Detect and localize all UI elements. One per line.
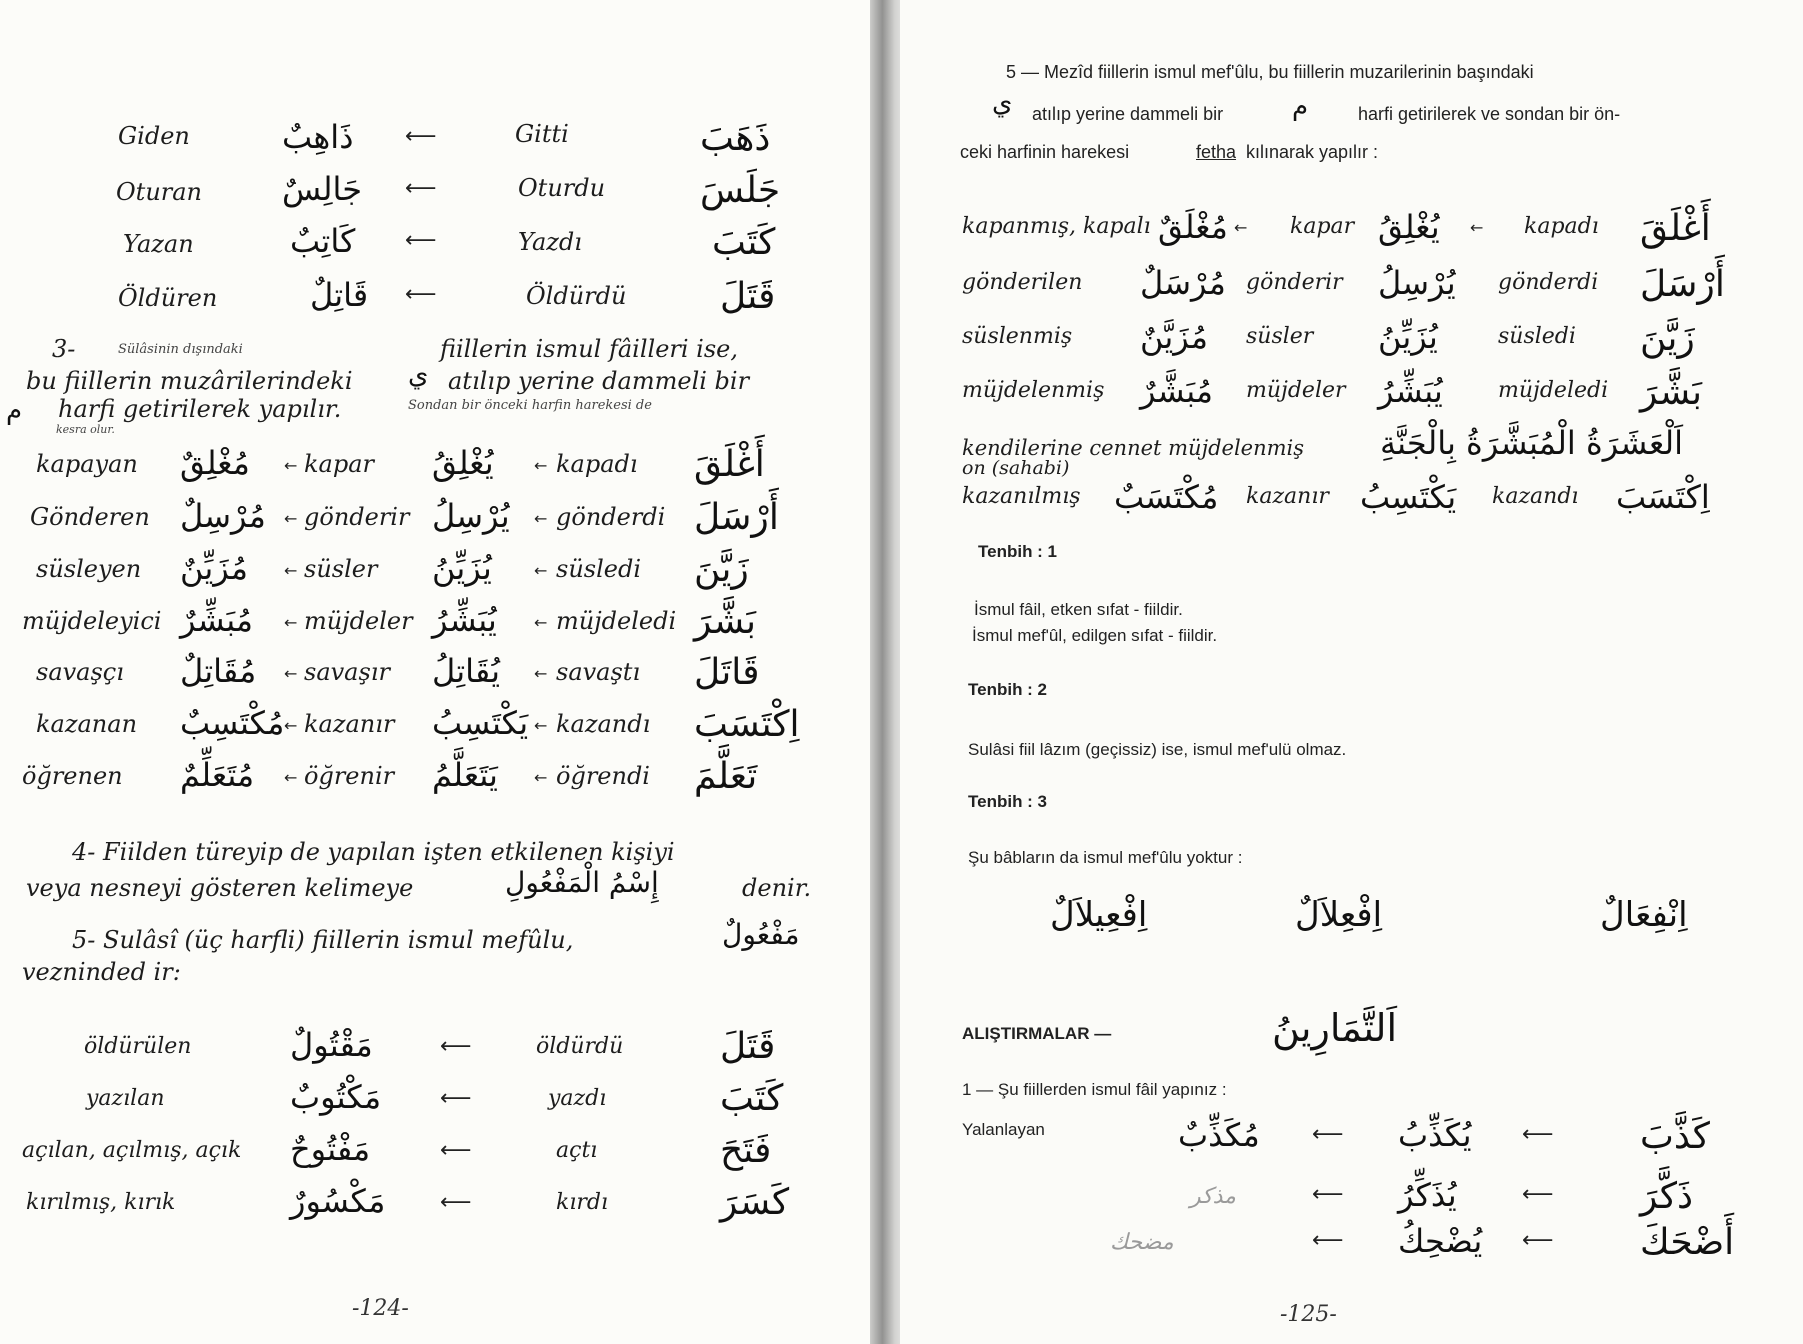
paragraph-text: ceki harfinin harekesi [960,142,1130,162]
past-arabic: بَشَّرَ [694,601,756,642]
table-row [0,497,840,537]
table-row [900,264,1780,304]
table-row [0,444,840,484]
verb-meaning: yazdı [548,1086,607,1111]
table-row [0,222,840,262]
table-row [0,170,840,210]
paragraph-text: fiillerin ismul fâilleri ise, [440,335,739,363]
tenbih-title: Tenbih : 3 [968,792,1048,811]
table-row [0,1182,840,1222]
exercises-title-arabic: اَلتَّمَارِينُ [1272,1006,1398,1050]
present-meaning: gönderir [304,503,410,531]
participle-meaning: süsleyen [36,555,142,583]
tenbih-text: Şu bâbların da ismul mef'ûlu yoktur : [968,848,1243,867]
participle-arabic: مُتَعَلِّمٌ [180,756,255,794]
arrow-icon: ← [284,561,298,580]
verb-meaning: Yazdı [518,228,582,256]
table-row [900,478,1780,518]
participle-meaning: Oturan [116,178,203,206]
participle-arabic: مُكَذِّبٌ [1178,1116,1260,1154]
answer-text: Yalanlayan [962,1120,1045,1139]
exercises-title: ALIŞTIRMALAR — [962,1024,1112,1043]
pencil-answer: مذكر [1190,1184,1236,1209]
verb-meaning: kırdı [556,1190,609,1215]
past-arabic: تَعَلَّمَ [694,756,758,797]
bab-arabic: اِنْفِعَالٌ [1600,895,1688,935]
arrow-icon: ← [534,561,548,580]
past-meaning: gönderdi [556,503,666,531]
past-meaning: kazandı [1492,484,1579,509]
arrow-icon: ← [534,664,548,683]
paragraph-text: atılıp yerine dammeli bir [1032,104,1224,124]
tenbih-text: Sulâsi fiil lâzım (geçissiz) ise, ismul mef'ulü olmaz. [968,740,1347,759]
verb-meaning: Gitti [515,120,569,148]
arrow-icon: ⟵ [440,1138,472,1163]
table-row [900,318,1780,358]
arrow-icon: ← [1470,218,1484,237]
verb-meaning: öldürdü [536,1034,624,1059]
verb-meaning: Öldürdü [526,282,627,310]
past-arabic: اِكْتَسَبَ [694,704,800,745]
arrow-icon: ⟵ [1522,1182,1554,1207]
participle-arabic: قَاتِلٌ [310,276,369,314]
table-row [900,1222,1780,1262]
present-arabic: يُزَيِّنُ [1378,318,1438,356]
past-meaning: öğrendi [556,762,650,790]
present-arabic: يُبَشِّرُ [1378,372,1443,410]
participle-meaning: süslenmiş [962,324,1073,349]
verb-arabic: قَتَلَ [720,1026,776,1067]
tenbih-text: İsmul fâil, etken sıfat - fiildir. [974,600,1183,619]
paragraph-text: vezninded ir: [22,958,181,986]
ya-letter: ي [408,360,429,390]
paragraph-text: harfi getirilerek yapılır. [58,395,342,423]
arrow-icon: ⟵ [1522,1228,1554,1253]
arrow-icon: ← [534,456,548,475]
tenbih-text: İsmul mef'ûl, edilgen sıfat - fiildir. [972,626,1218,645]
left-page [0,0,870,1344]
paragraph-text: kılınarak yapılır : [1246,142,1379,162]
arrow-icon: ⟵ [405,176,437,201]
participle-meaning: Öldüren [118,284,218,312]
participle-arabic: مُبَشَّرٌ [1140,372,1213,410]
arrow-icon: ← [284,613,298,632]
participle-meaning: gönderilen [962,270,1083,295]
mim-letter: م [1292,92,1309,122]
table-row [900,1116,1780,1156]
table-row [0,601,840,641]
arrow-icon: ⟵ [1312,1182,1344,1207]
present-meaning: kapar [1290,214,1355,239]
page-number: -125- [1280,1302,1337,1327]
arrow-icon: ⟵ [1522,1122,1554,1147]
arrow-icon: ← [534,509,548,528]
past-meaning: süsledi [1498,324,1576,349]
present-arabic: يُضْحِكُ [1398,1222,1483,1260]
margin-note: Sondan bir önceki harfin harekesi de [408,398,652,413]
arrow-icon: ⟵ [440,1086,472,1111]
participle-meaning: on (sahabi) [962,457,1070,479]
verb-arabic: جَلَسَ [700,170,781,211]
present-meaning: gönderir [1246,270,1343,295]
table-row [900,372,1780,412]
table-row [0,756,840,796]
term-arabic: إِسْمُ الْمَفْعُولِ [505,866,659,899]
present-arabic: يُبَشِّرُ [432,601,497,639]
section-number: 3- [52,335,76,363]
participle-meaning: kırılmış, kırık [26,1190,176,1215]
table-row [0,276,840,316]
arrow-icon: ← [284,664,298,683]
paragraph-text: denir. [742,874,812,902]
past-meaning: süsledi [556,555,642,583]
present-meaning: süsler [1246,324,1314,349]
arrow-icon: ← [284,716,298,735]
ya-letter: ي [992,88,1013,118]
verb-arabic: كَتَبَ [712,222,776,263]
participle-arabic: كَاتِبٌ [290,222,356,260]
participle-arabic: مَكْسُورٌ [290,1182,386,1220]
tenbih-title: Tenbih : 2 [968,680,1048,699]
paragraph-text: bu fiillerin muzârilerindeki [26,367,353,395]
present-meaning: süsler [304,555,378,583]
participle-meaning: Yazan [123,230,194,258]
mim-letter: م [6,396,23,426]
pencil-answer: مضحك [1110,1230,1174,1255]
paragraph-text: veya nesneyi gösteren kelimeye [26,874,414,902]
present-arabic: يُرْسِلُ [1378,264,1456,302]
past-arabic: أَغْلَقَ [1640,208,1711,249]
table-row [0,652,840,692]
present-arabic: يُغْلِقُ [432,444,494,482]
arrow-icon: ⟵ [1312,1228,1344,1253]
table-row [0,1130,840,1170]
past-meaning: savaştı [556,658,641,686]
participle-meaning: kapanmış, kapalı [962,214,1151,239]
participle-meaning: öldürülen [84,1034,192,1059]
paragraph-text: atılıp yerine dammeli bir [448,367,750,395]
participle-arabic: مُكْتَسَبٌ [1114,478,1219,516]
pattern-arabic: مَفْعُولٌ [722,918,800,951]
paragraph-text: harfi getirilerek ve sondan bir ön- [1358,104,1621,124]
present-meaning: kapar [304,450,374,478]
past-arabic: قَاتَلَ [694,652,760,693]
participle-arabic: مُكْتَسِبٌ [180,704,285,742]
participle-meaning: müjdelenmiş [962,378,1105,403]
present-arabic: يُرْسِلُ [432,497,510,535]
participle-arabic: جَالِسٌ [282,170,363,208]
present-meaning: kazanır [304,710,395,738]
participle-meaning: kapayan [36,450,138,478]
phrase-arabic: اَلْعَشَرَةُ الْمُبَشَّرَةُ بِالْجَنَّةِ [1380,424,1684,462]
past-meaning: gönderdi [1498,270,1599,295]
participle-arabic: مُزَيَّنٌ [1140,318,1209,356]
past-arabic: أَرْسَلَ [1640,264,1725,305]
bab-arabic: اِفْعِلاَلٌ [1295,895,1383,935]
page-number: -124- [352,1296,409,1321]
participle-meaning: Giden [118,122,190,150]
participle-arabic: مُبَشِّرٌ [180,601,253,639]
participle-arabic: مُرْسَلٌ [1140,264,1226,302]
participle-arabic: مَكْتُوبٌ [290,1078,382,1116]
tenbih-title: Tenbih : 1 [978,542,1058,561]
table-row [0,1026,840,1066]
past-meaning: müjdeledi [1498,378,1609,403]
exercise-question: 1 — Şu fiillerden ismul fâil yapınız : [962,1080,1227,1099]
arrow-icon: ⟵ [405,228,437,253]
past-arabic: أَضْحَكَ [1640,1222,1735,1263]
right-page [900,0,1803,1344]
present-meaning: öğrenir [304,762,395,790]
arrow-icon: ⟵ [405,282,437,307]
past-arabic: أَرْسَلَ [694,497,779,538]
verb-meaning: açtı [556,1138,598,1163]
participle-arabic: مَقْتُولٌ [290,1026,373,1064]
present-meaning: kazanır [1246,484,1329,509]
present-arabic: يُكَذِّبُ [1398,1116,1472,1154]
past-arabic: كَذَّبَ [1640,1116,1710,1157]
participle-meaning: yazılan [86,1086,165,1111]
participle-meaning: kendilerine cennet müjdelenmiş [962,436,1305,460]
arrow-icon: ⟵ [440,1190,472,1215]
past-meaning: kapadı [1524,214,1599,239]
past-meaning: kapadı [556,450,638,478]
participle-meaning: Gönderen [30,503,150,531]
participle-meaning: kazanılmış [962,484,1081,509]
past-arabic: زَيَّنَ [694,549,749,590]
participle-arabic: مُغْلِقٌ [180,444,250,482]
arrow-icon: ← [534,716,548,735]
participle-meaning: savaşçı [36,658,124,686]
table-row [0,1078,840,1118]
past-meaning: kazandı [556,710,651,738]
participle-arabic: ذَاهِبٌ [282,118,354,156]
participle-arabic: مُزَيِّنٌ [180,549,249,587]
arrow-icon: ← [284,768,298,787]
present-arabic: يُذَكِّرُ [1398,1176,1457,1214]
underlined-term: fetha [1196,142,1237,162]
bab-arabic: اِفْعِيلاَلٌ [1050,895,1148,935]
participle-arabic: مُرْسِلٌ [180,497,266,535]
participle-meaning: öğrenen [22,762,123,790]
past-meaning: müjdeledi [556,607,677,635]
present-arabic: يُقَاتِلُ [432,652,500,690]
arrow-icon: ← [284,456,298,475]
arrow-icon: ← [284,509,298,528]
table-row [900,1176,1780,1216]
past-arabic: زَيَّنَ [1640,318,1695,359]
past-arabic: اِكْتَسَبَ [1616,478,1710,516]
paragraph-text: 5- Sulâsî (üç harfli) fiillerin ismul mefûlu, [72,926,574,954]
verb-meaning: Oturdu [518,174,606,202]
table-row [0,549,840,589]
margin-note: kesra olur. [56,423,115,436]
arrow-icon: ← [1234,218,1248,237]
verb-arabic: كَسَرَ [720,1182,790,1223]
present-meaning: müjdeler [304,607,413,635]
verb-arabic: كَتَبَ [720,1078,784,1119]
table-row [0,704,840,744]
past-arabic: ذَكَّرَ [1640,1176,1694,1217]
arrow-icon: ← [534,613,548,632]
participle-meaning: müjdeleyici [22,607,162,635]
present-meaning: müjdeler [1246,378,1346,403]
margin-note: Sülâsinin dışındaki [118,342,243,357]
table-row [0,118,840,158]
verb-arabic: فَتَحَ [720,1130,772,1171]
present-arabic: يُغْلِقُ [1378,208,1440,246]
present-meaning: savaşır [304,658,390,686]
paragraph-text: 5 — Mezîd fiillerin ismul mef'ûlu, bu fiillerin muzarilerinin başındaki [1006,62,1534,82]
arrow-icon: ⟵ [1312,1122,1344,1147]
participle-arabic: مُقَاتِلٌ [180,652,257,690]
participle-meaning: açılan, açılmış, açık [22,1138,242,1163]
past-arabic: أَغْلَقَ [694,444,765,485]
participle-arabic: مُغْلَقٌ [1158,208,1228,246]
verb-arabic: قَتَلَ [720,276,776,317]
participle-arabic: مَفْتُوحٌ [290,1130,371,1168]
present-arabic: يَكْتَسِبُ [1360,478,1457,516]
paragraph-text: 4- Fiilden türeyip de yapılan işten etkilenen kişiyi [72,838,675,866]
participle-meaning: kazanan [36,710,138,738]
table-row [900,208,1780,248]
arrow-icon: ⟵ [405,124,437,149]
present-arabic: يُزَيِّنُ [432,549,492,587]
verb-arabic: ذَهَبَ [700,118,771,159]
present-arabic: يَتَعَلَّمُ [432,756,498,794]
past-arabic: بَشَّرَ [1640,372,1702,413]
arrow-icon: ← [534,768,548,787]
arrow-icon: ⟵ [440,1034,472,1059]
present-arabic: يَكْتَسِبُ [432,704,529,742]
